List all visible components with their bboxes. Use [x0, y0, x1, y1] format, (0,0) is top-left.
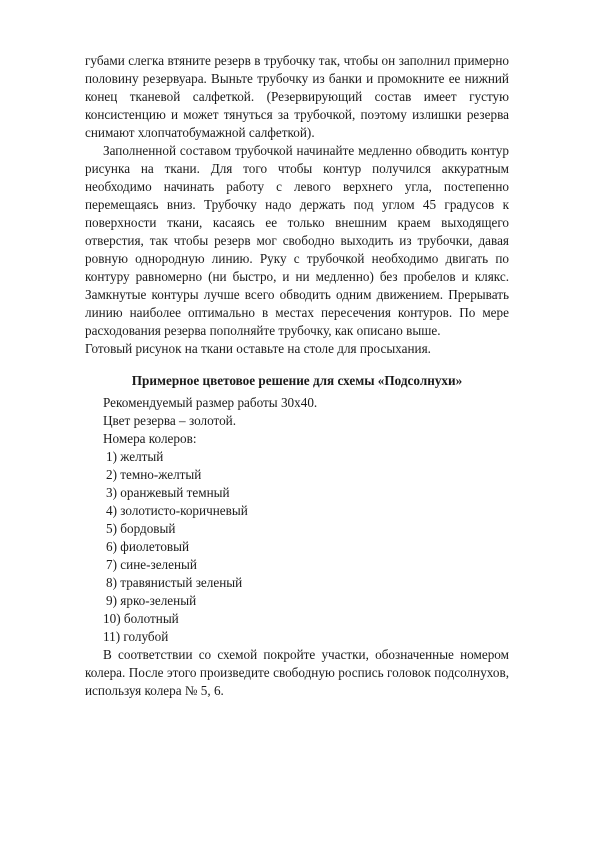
list-item: 9) ярко-зеленый: [106, 593, 197, 608]
list-item: 5) бордовый: [106, 521, 176, 536]
list-item: 10) болотный: [103, 611, 179, 626]
colors-label: Номера колеров:: [103, 431, 197, 446]
list-item: 2) темно-желтый: [106, 467, 202, 482]
list-item: 6) фиолетовый: [106, 539, 190, 554]
list-item: 4) золотисто-коричневый: [106, 503, 248, 518]
paragraph-contour-instructions: Заполненной составом трубочкой начинайте медленно обводить контур рисунка на ткани. Для того чтобы контур получился аккуратным необходимо начинать работу с левого верхнего угла, постепенно перемещаясь вниз. Трубочку надо держать под углом 45 градусов к поверхности ткани, касаясь ее только внешним краем выходящего отверстия, так чтобы резерв мог свободно выходить из трубочки, давая ровную однородную линию. Руку с трубочкой необходимо двигать по контуру равномерно (ни быстро, и ни медленно) без пробелов и клякс. Замкнутые контуры лучше всего обводить одним движением. Прерывать линию наиболее оптимально в местах пересечения контуров. По мере расходования резерва пополняйте трубочку, как описано выше.: [85, 143, 509, 338]
paragraph-drying: Готовый рисунок на ткани оставьте на столе для просыхания.: [85, 341, 431, 356]
section-title: Примерное цветовое решение для схемы «Подсолнухи»: [131, 373, 463, 388]
reserve-color-line: Цвет резерва – золотой.: [103, 413, 237, 428]
list-item: 8) травянистый зеленый: [106, 575, 243, 590]
work-size-line: Рекомендуемый размер работы 30х40.: [103, 395, 318, 410]
list-item: 3) оранжевый темный: [106, 485, 230, 500]
color-list: [103, 448, 248, 646]
paragraph-closing: В соответствии со схемой покройте участки, обозначенные номером колера. После этого произведите свободную роспись головок подсолнухов, используя колера № 5, 6.: [85, 647, 509, 698]
list-item: 7) сине-зеленый: [106, 557, 197, 572]
list-item: 11) голубой: [103, 629, 169, 644]
list-item: 1) желтый: [106, 449, 164, 464]
paragraph-reserve-fill: губами слегка втяните резерв в трубочку так, чтобы он заполнил примерно половину резервуара. Выньте трубочку из банки и промокните ее нижний конец тканевой салфеткой. (Резервирующий состав имеет густую консистенцию и может тянуться за трубочкой, поэтому излишки резерва снимают хлопчатобумажной салфеткой).: [85, 53, 509, 140]
